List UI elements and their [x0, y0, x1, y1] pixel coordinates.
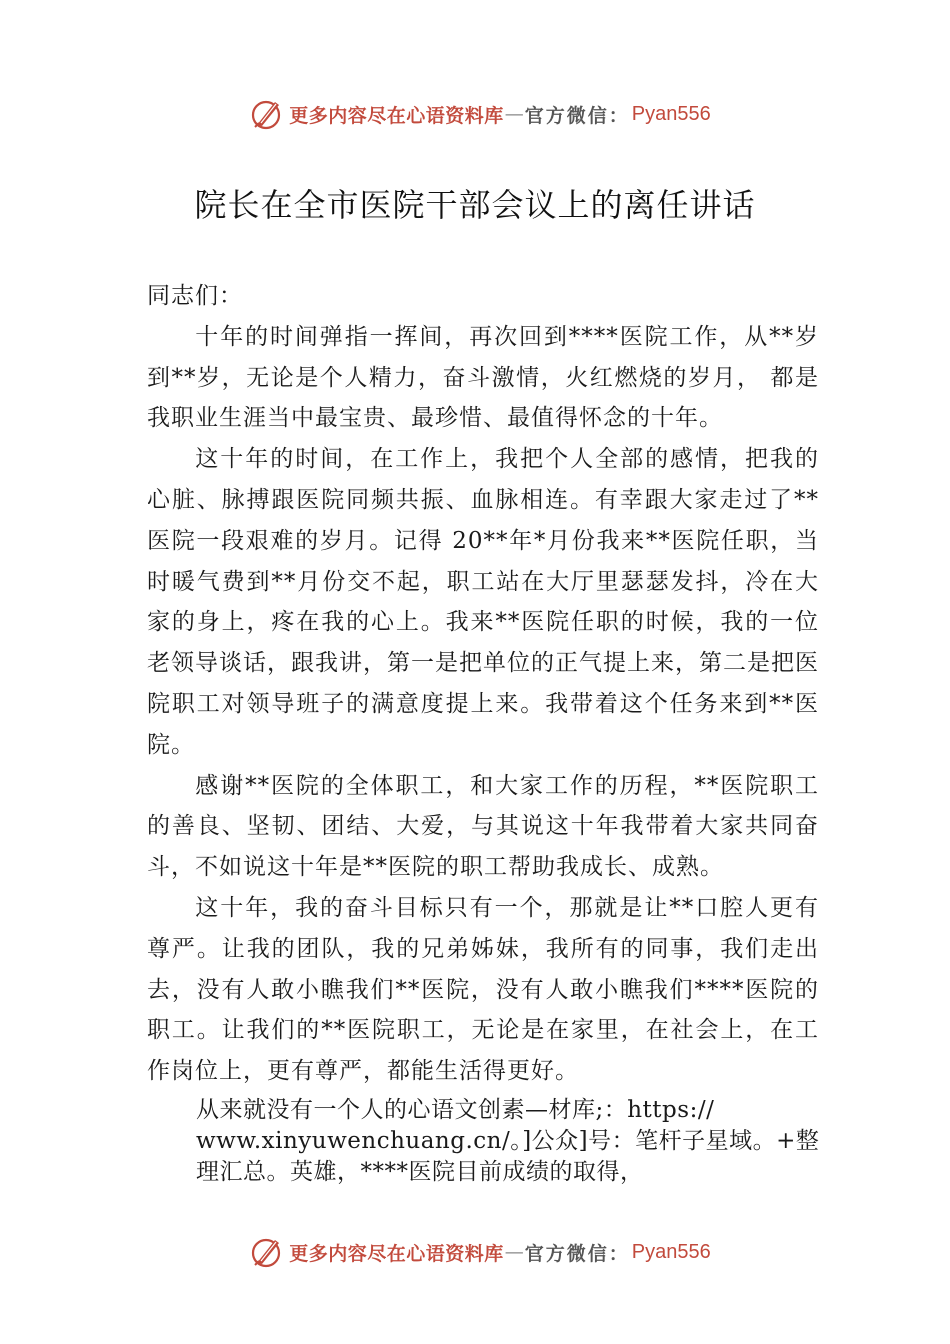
- wechat-id: Pyan556: [631, 1240, 711, 1263]
- quill-pen-logo-icon: [249, 1234, 285, 1270]
- source-line: 从来就没有一个人的心语文创素—材库;：https://: [196, 1097, 715, 1123]
- source-line: www.xinyuwenchuang.cn/。]公众]号：笔杆子星域。+整: [196, 1128, 820, 1154]
- wechat-label: 官方微信：: [524, 1242, 630, 1265]
- paragraph: 十年的时间弹指一挥间，再次回到****医院工作，从**岁到**岁，无论是个人精力，奋斗激情，火红燃烧的岁月， 都是我职业生涯当中最宝贵、最珍惜、最值得怀念的十年。: [147, 323, 819, 432]
- paragraph: 这十年，我的奋斗目标只有一个，那就是让**口腔人更有尊严。让我的团队，我的兄弟姊妹，我所有的同事，我们走出去，没有人敢小瞧我们**医院，没有人敢小瞧我们****医院的职工。让我们的**医院职工，无论是在家里，在社会上，在工作岗位上，更有尊严，都能生活得更好。: [147, 894, 819, 1085]
- document-body: [147, 276, 819, 1092]
- source-line: 理汇总。英雄，****医院目前成绩的取得，: [196, 1159, 644, 1185]
- footer-banner: [0, 1232, 950, 1272]
- brand-text: 更多内容尽在心语资料库: [289, 104, 504, 127]
- wechat-label: 官方微信：: [524, 104, 630, 127]
- quill-pen-logo-icon: [249, 96, 285, 132]
- banner-separator: —: [504, 103, 524, 125]
- source-note: [196, 1095, 820, 1188]
- paragraph: 感谢**医院的全体职工，和大家工作的历程，**医院职工的善良、坚韧、团结、大爱，与其说这十年我带着大家共同奋斗，不如说这十年是**医院的职工帮助我成长、成熟。: [147, 772, 819, 881]
- footer-banner-content: [249, 1234, 711, 1270]
- document-title: 院长在全市医院干部会议上的离任讲话: [194, 186, 756, 224]
- header-banner: [0, 94, 950, 134]
- wechat-id: Pyan556: [631, 102, 711, 125]
- banner-separator: —: [504, 1241, 524, 1263]
- greeting: 同志们：: [147, 283, 243, 309]
- header-banner-content: [249, 96, 711, 132]
- brand-text: 更多内容尽在心语资料库: [289, 1242, 504, 1265]
- paragraph: 这十年的时间，在工作上，我把个人全部的感情，把我的心脏、脉搏跟医院同频共振、血脉相连。有幸跟大家走过了**医院一段艰难的岁月。记得 20**年*月份我来**医院任职，当时暖气费到**月份交不起，职工站在大厅里瑟瑟发抖，冷在大家的身上，疼在我的心上。我来**医院任职的时候，我的一位老领导谈话，跟我讲，第一是把单位的正气提上来，第二是把医院职工对领导班子的满意度提上来。我带着这个任务来到**医院。: [147, 446, 819, 758]
